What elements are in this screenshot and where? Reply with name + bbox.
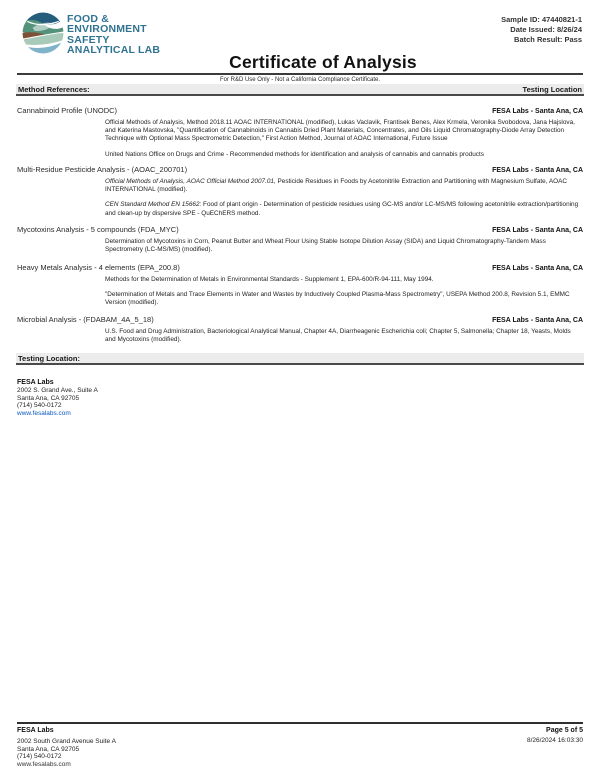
sample-meta (501, 15, 582, 45)
batch-result: Batch Result: Pass (514, 35, 582, 44)
lab-address-line2: Santa Ana, CA 92705 (17, 394, 80, 402)
method-paragraph: Determination of Mycotoxins in Corn, Peanut Butter and Wheat Flour Using Stable Isotope Dilution Assay (SIDA) and Liquid Chromatography-Tandem Mass Spectrometry (LC-MS/MS) (modified). (105, 238, 546, 254)
method-references-label: Method References: (18, 84, 90, 94)
method-name: Microbial Analysis - (FDABAM_4A_5_18) (17, 315, 154, 324)
testing-location-bar (16, 353, 584, 365)
method-name: Heavy Metals Analysis - 4 elements (EPA_200.8) (17, 263, 180, 272)
wordmark-line: SAFETY (67, 33, 110, 46)
footer-address-line1: 2002 South Grand Avenue Suite A (17, 738, 116, 746)
method-section-microbial (17, 315, 583, 351)
lab-phone: (714) 540-0172 (17, 402, 62, 410)
method-location: FESA Labs - Santa Ana, CA (492, 108, 583, 115)
footer-lab-info (17, 727, 116, 768)
title-divider (17, 73, 583, 75)
lab-website-link[interactable]: www.fesalabs.com (17, 409, 71, 417)
method-section-cannabinoid (17, 106, 583, 166)
footer-website-link[interactable]: www.fesalabs.com (17, 760, 71, 768)
method-name: Multi-Residue Pesticide Analysis - (AOAC_200701) (17, 165, 188, 174)
method-location: FESA Labs - Santa Ana, CA (492, 167, 583, 174)
footer-divider (17, 722, 583, 724)
method-name: Mycotoxins Analysis - 5 compounds (FDA_MYC) (17, 225, 179, 234)
method-section-mycotoxins (17, 225, 583, 261)
testing-location-column-label: Testing Location (522, 84, 582, 94)
print-timestamp: 8/26/2024 16:03:30 (526, 737, 583, 744)
footer-address-line2: Santa Ana, CA 92705 (17, 745, 80, 753)
lab-name: FESA Labs (17, 379, 54, 386)
testing-location-label: Testing Location: (18, 353, 80, 363)
method-paragraph: "Determination of Metals and Trace Elements in Water and Wastes by Inductively Coupled Plasma-Mass Spectrometry", USEPA Method 200.8, Revision 5.1, EMMC Version (modified). (105, 291, 570, 307)
method-paragraph: Official Methods of Analysis, Method 2018.11 AOAC INTERNATIONAL (modified), Lukas Vaclavik, Frantisek Benes, Alex Krmela, Veronika Svobodova, Jana Hajslova, and Katerina Mastovska, "Quantification of Cannabinoids in Cannabis Dried Plant Materials, Concentrates, and Oils Liquid Chromatography-Diode Array Detection Technique with Optional Mass Spectrometric Detection," First Action Method, Journal of AOAC International, Future Issue (105, 119, 575, 143)
method-section-pesticide (17, 165, 583, 225)
sample-id: Sample ID: 47440821-1 (501, 15, 582, 24)
disclaimer-text: For R&D Use Only - Not a California Compliance Certificate. (219, 77, 381, 83)
page-number: Page 5 of 5 (546, 727, 583, 734)
method-paragraph: CEN Standard Method EN 15662: Food of plant origin - Determination of pesticide residues using GC-MS and/or LC-MS/MS following acetonitrile extraction/partitioning and clean-up by dispersive SPE - QuEChERS method. (105, 201, 579, 217)
lab-address-block (17, 379, 98, 417)
method-location: FESA Labs - Santa Ana, CA (492, 265, 583, 272)
wordmark-line: FOOD & (67, 13, 110, 25)
method-location: FESA Labs - Santa Ana, CA (492, 227, 583, 234)
method-references-bar (16, 84, 584, 96)
footer-lab-name: FESA Labs (17, 727, 54, 734)
method-name: Cannabinoid Profile (UNODC) (17, 106, 118, 115)
wordmark-line: ANALYTICAL LAB (67, 43, 161, 56)
footer-page-info (527, 727, 583, 745)
method-location: FESA Labs - Santa Ana, CA (492, 317, 583, 324)
date-issued: Date Issued: 8/26/24 (510, 25, 582, 34)
page-title: Certificate of Analysis (229, 52, 417, 72)
method-section-heavy-metals (17, 263, 583, 315)
fesa-logo-icon (22, 12, 64, 54)
method-paragraph: United Nations Office on Drugs and Crime - Recommended methods for identification and analysis of cannabis and cannabis products (105, 150, 484, 158)
method-paragraph: U.S. Food and Drug Administration, Bacteriological Analytical Manual, Chapter 4A, Diarrheagenic Escherichia coli; Chapter 5, Salmonella; Chapter 18, Yeasts, Molds and Mycotoxins (modified). (105, 328, 571, 344)
lab-address-line1: 2002 S. Grand Ave., Suite A (17, 387, 98, 395)
wordmark-line: ENVIRONMENT (67, 23, 147, 36)
lab-wordmark (67, 14, 160, 55)
method-paragraph: Methods for the Determination of Metals in Environmental Standards - Supplement 1, EPA-600/R-94-111, May 1994. (105, 276, 434, 283)
footer-phone: (714) 540-0172 (17, 753, 62, 761)
method-paragraph: Official Methods of Analysis, AOAC Official Method 2007.01, Pesticide Residues in Foods by Acetonitrile Extraction and Partitioning with Magnesium Sulfate, AOAC INTERNATIONAL (modified). (105, 178, 568, 194)
